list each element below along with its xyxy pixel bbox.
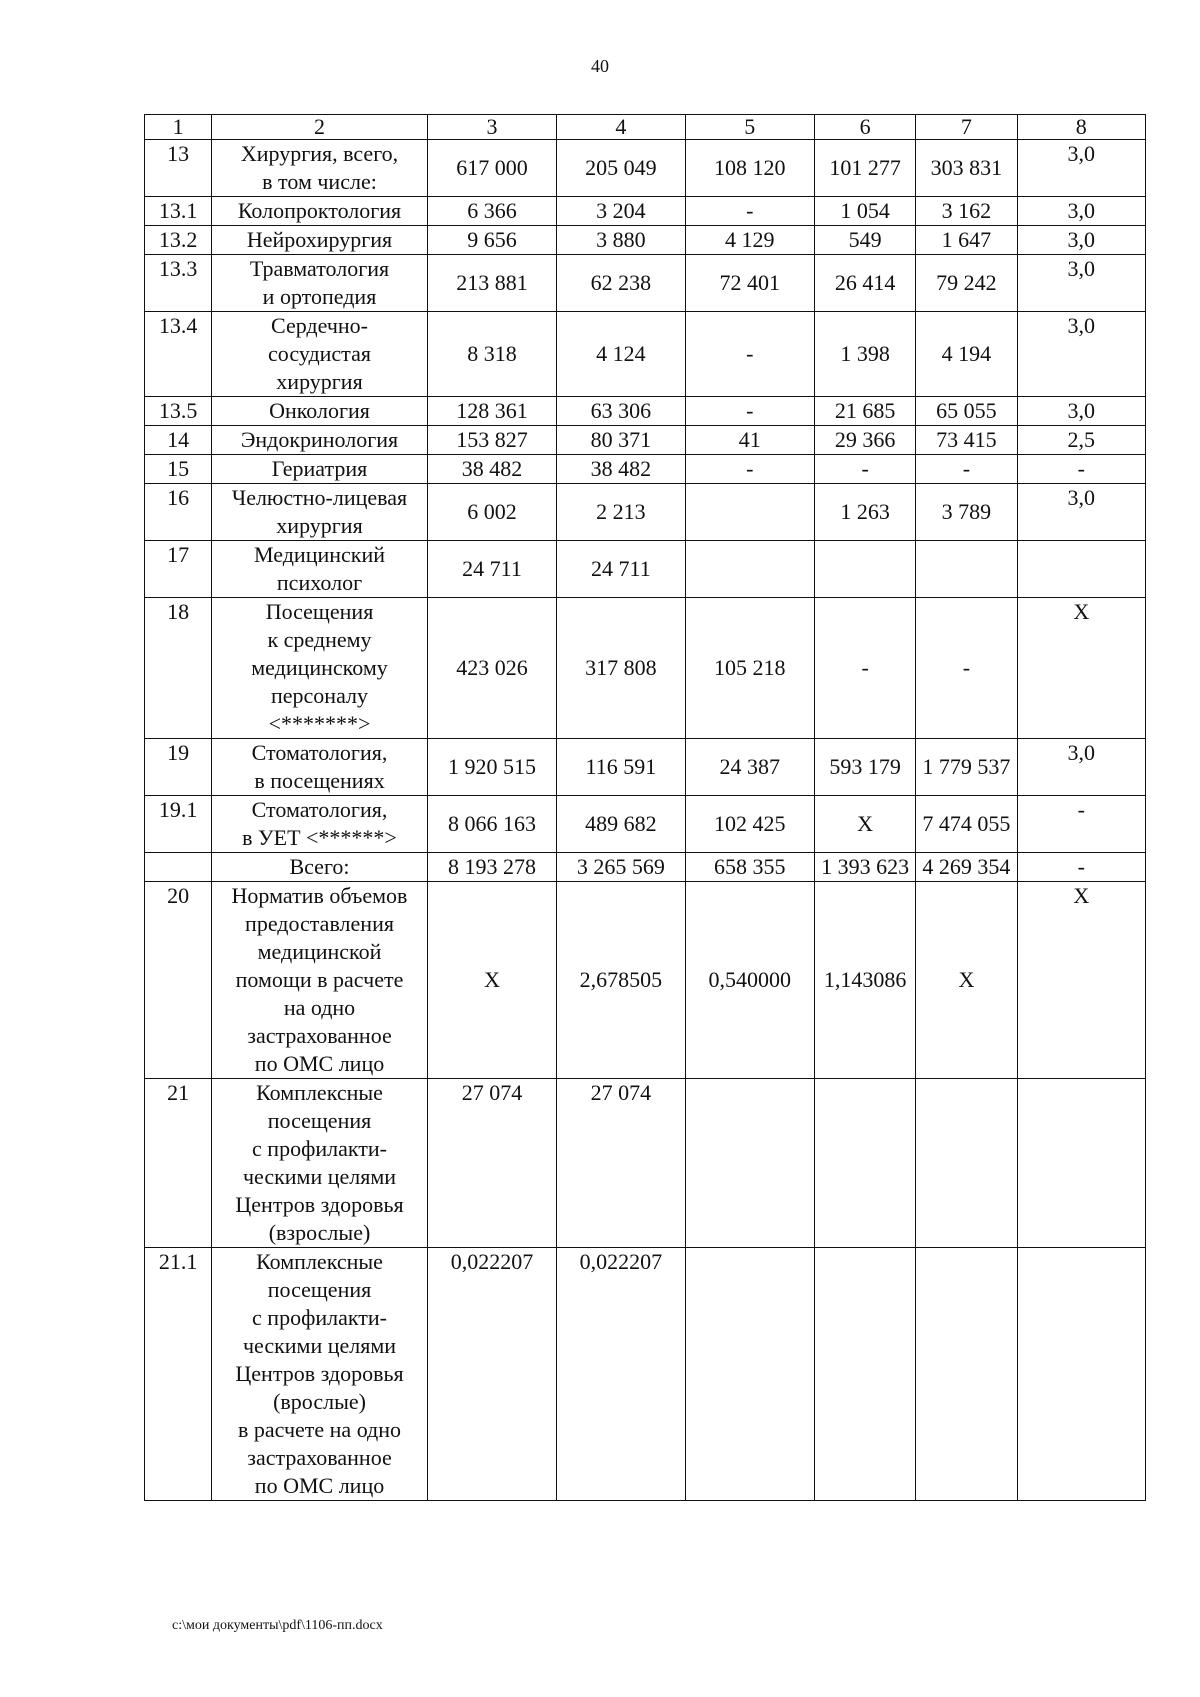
table-row <box>145 197 1146 226</box>
footer-file-path: c:\мои документы\pdf\1106-пп.docx <box>172 1618 383 1633</box>
col4-cell: 2,678505 <box>557 882 685 1079</box>
col3-cell: 8 193 278 <box>427 853 556 882</box>
col3-cell: 8 066 163 <box>427 796 556 853</box>
col4-cell: 62 238 <box>557 255 685 312</box>
table-row <box>145 882 1146 1079</box>
table-row <box>145 853 1146 882</box>
col4-cell: 80 371 <box>557 426 685 455</box>
col5-cell: 72 401 <box>685 255 814 312</box>
col3-cell: X <box>427 882 556 1079</box>
col7-cell: 3 162 <box>916 197 1017 226</box>
col8-cell: - <box>1017 853 1145 882</box>
row-number-cell: 13.4 <box>145 312 212 397</box>
col3-cell: 6 002 <box>427 484 556 541</box>
col8-cell: 3,0 <box>1017 397 1145 426</box>
col8-cell: X <box>1017 882 1145 1079</box>
col3-cell: 27 074 <box>427 1079 556 1248</box>
col8-cell <box>1017 1079 1145 1248</box>
col8-cell <box>1017 1248 1145 1501</box>
row-number-cell: 13.1 <box>145 197 212 226</box>
col6-cell: 593 179 <box>814 739 915 796</box>
col6-cell: - <box>814 598 915 739</box>
row-number-cell: 15 <box>145 455 212 484</box>
col8-cell: 3,0 <box>1017 255 1145 312</box>
col8-cell <box>1017 541 1145 598</box>
col4-cell: 0,022207 <box>557 1248 685 1501</box>
col5-cell <box>685 1248 814 1501</box>
col7-cell: - <box>916 455 1017 484</box>
col7-cell: 1 647 <box>916 226 1017 255</box>
col7-cell <box>916 1079 1017 1248</box>
table-row <box>145 1079 1146 1248</box>
column-header: 4 <box>557 115 685 140</box>
col4-cell: 27 074 <box>557 1079 685 1248</box>
col7-cell: - <box>916 598 1017 739</box>
col4-cell: 489 682 <box>557 796 685 853</box>
col3-cell: 128 361 <box>427 397 556 426</box>
col7-cell: 1 779 537 <box>916 739 1017 796</box>
row-name-cell: Медицинский психолог <box>212 541 428 598</box>
col6-cell: 1 398 <box>814 312 915 397</box>
row-name-cell: Всего: <box>212 853 428 882</box>
document-table <box>144 114 1146 1501</box>
col3-cell: 9 656 <box>427 226 556 255</box>
col5-cell: 0,540000 <box>685 882 814 1079</box>
col5-cell: 108 120 <box>685 140 814 197</box>
row-name-cell: Сердечно- сосудистая хирургия <box>212 312 428 397</box>
table-row <box>145 255 1146 312</box>
column-header: 2 <box>212 115 428 140</box>
col5-cell: 102 425 <box>685 796 814 853</box>
row-name-cell: Посещения к среднему медицинскому персоналу <*******> <box>212 598 428 739</box>
table-row <box>145 1248 1146 1501</box>
row-number-cell: 13.2 <box>145 226 212 255</box>
col6-cell: 1 263 <box>814 484 915 541</box>
col3-cell: 617 000 <box>427 140 556 197</box>
col6-cell <box>814 541 915 598</box>
row-name-cell: Нейрохирургия <box>212 226 428 255</box>
table-row <box>145 484 1146 541</box>
table-row <box>145 598 1146 739</box>
col6-cell: 101 277 <box>814 140 915 197</box>
row-number-cell: 19 <box>145 739 212 796</box>
col5-cell: 105 218 <box>685 598 814 739</box>
col3-cell: 1 920 515 <box>427 739 556 796</box>
col7-cell: 65 055 <box>916 397 1017 426</box>
col4-cell: 38 482 <box>557 455 685 484</box>
row-name-cell: Стоматология, в УЕТ <******> <box>212 796 428 853</box>
col4-cell: 3 204 <box>557 197 685 226</box>
col4-cell: 116 591 <box>557 739 685 796</box>
col8-cell: 3,0 <box>1017 226 1145 255</box>
col7-cell: 4 269 354 <box>916 853 1017 882</box>
page-number: 40 <box>591 56 609 76</box>
col6-cell: 549 <box>814 226 915 255</box>
row-number-cell: 21 <box>145 1079 212 1248</box>
col8-cell: X <box>1017 598 1145 739</box>
col7-cell: 7 474 055 <box>916 796 1017 853</box>
col4-cell: 3 880 <box>557 226 685 255</box>
col3-cell: 6 366 <box>427 197 556 226</box>
col6-cell <box>814 1079 915 1248</box>
column-header: 3 <box>427 115 556 140</box>
col3-cell: 8 318 <box>427 312 556 397</box>
column-header: 8 <box>1017 115 1145 140</box>
col4-cell: 24 711 <box>557 541 685 598</box>
col3-cell: 213 881 <box>427 255 556 312</box>
col6-cell: 29 366 <box>814 426 915 455</box>
row-name-cell: Стоматология, в посещениях <box>212 739 428 796</box>
row-number-cell: 16 <box>145 484 212 541</box>
row-number-cell: 19.1 <box>145 796 212 853</box>
row-number-cell: 13 <box>145 140 212 197</box>
col5-cell <box>685 541 814 598</box>
table-row <box>145 426 1146 455</box>
col5-cell: - <box>685 312 814 397</box>
col6-cell: X <box>814 796 915 853</box>
col5-cell <box>685 484 814 541</box>
table-row <box>145 796 1146 853</box>
row-name-cell: Комплексные посещения с профилакти- ческими целями Центров здоровья (врослые) в расчете на одно застрахованное по ОМС лицо <box>212 1248 428 1501</box>
table-body <box>145 115 1146 1501</box>
col4-cell: 2 213 <box>557 484 685 541</box>
row-number-cell: 20 <box>145 882 212 1079</box>
col3-cell: 0,022207 <box>427 1248 556 1501</box>
row-number-cell: 13.3 <box>145 255 212 312</box>
col8-cell: 3,0 <box>1017 312 1145 397</box>
row-name-cell: Гериатрия <box>212 455 428 484</box>
col6-cell: 21 685 <box>814 397 915 426</box>
table-row <box>145 541 1146 598</box>
col8-cell: - <box>1017 455 1145 484</box>
row-name-cell: Комплексные посещения с профилакти- ческими целями Центров здоровья (взрослые) <box>212 1079 428 1248</box>
col3-cell: 24 711 <box>427 541 556 598</box>
row-name-cell: Хирургия, всего, в том числе: <box>212 140 428 197</box>
row-number-cell: 17 <box>145 541 212 598</box>
table-row <box>145 312 1146 397</box>
col4-cell: 205 049 <box>557 140 685 197</box>
table-row <box>145 739 1146 796</box>
column-header: 1 <box>145 115 212 140</box>
col7-cell: X <box>916 882 1017 1079</box>
col5-cell: 24 387 <box>685 739 814 796</box>
col6-cell <box>814 1248 915 1501</box>
col6-cell: 1 054 <box>814 197 915 226</box>
column-header: 5 <box>685 115 814 140</box>
table-row <box>145 397 1146 426</box>
row-name-cell: Онкология <box>212 397 428 426</box>
row-name-cell: Колопроктология <box>212 197 428 226</box>
col7-cell: 79 242 <box>916 255 1017 312</box>
col8-cell: 3,0 <box>1017 739 1145 796</box>
col6-cell: 1 393 623 <box>814 853 915 882</box>
col5-cell: - <box>685 455 814 484</box>
col5-cell: - <box>685 397 814 426</box>
row-name-cell: Травматология и ортопедия <box>212 255 428 312</box>
col7-cell <box>916 541 1017 598</box>
col4-cell: 63 306 <box>557 397 685 426</box>
column-header: 6 <box>814 115 915 140</box>
table-row <box>145 226 1146 255</box>
row-number-cell: 13.5 <box>145 397 212 426</box>
col8-cell: 3,0 <box>1017 140 1145 197</box>
col7-cell: 4 194 <box>916 312 1017 397</box>
col6-cell: 1,143086 <box>814 882 915 1079</box>
col3-cell: 38 482 <box>427 455 556 484</box>
col7-cell: 303 831 <box>916 140 1017 197</box>
row-name-cell: Эндокринология <box>212 426 428 455</box>
col3-cell: 423 026 <box>427 598 556 739</box>
col6-cell: - <box>814 455 915 484</box>
column-header: 7 <box>916 115 1017 140</box>
col7-cell: 73 415 <box>916 426 1017 455</box>
col7-cell: 3 789 <box>916 484 1017 541</box>
table-row <box>145 140 1146 197</box>
col7-cell <box>916 1248 1017 1501</box>
col8-cell: - <box>1017 796 1145 853</box>
col8-cell: 2,5 <box>1017 426 1145 455</box>
row-number-cell: 14 <box>145 426 212 455</box>
col5-cell <box>685 1079 814 1248</box>
col3-cell: 153 827 <box>427 426 556 455</box>
col8-cell: 3,0 <box>1017 197 1145 226</box>
col5-cell: 658 355 <box>685 853 814 882</box>
col5-cell: 41 <box>685 426 814 455</box>
table-row <box>145 455 1146 484</box>
row-number-cell: 21.1 <box>145 1248 212 1501</box>
row-name-cell: Челюстно-лицевая хирургия <box>212 484 428 541</box>
col5-cell: - <box>685 197 814 226</box>
row-number-cell: 18 <box>145 598 212 739</box>
row-number-cell <box>145 853 212 882</box>
col4-cell: 317 808 <box>557 598 685 739</box>
row-name-cell: Норматив объемов предоставления медицинской помощи в расчете на одно застрахованное по ОМС лицо <box>212 882 428 1079</box>
col5-cell: 4 129 <box>685 226 814 255</box>
header-row <box>145 115 1146 140</box>
col8-cell: 3,0 <box>1017 484 1145 541</box>
col4-cell: 4 124 <box>557 312 685 397</box>
col6-cell: 26 414 <box>814 255 915 312</box>
col4-cell: 3 265 569 <box>557 853 685 882</box>
